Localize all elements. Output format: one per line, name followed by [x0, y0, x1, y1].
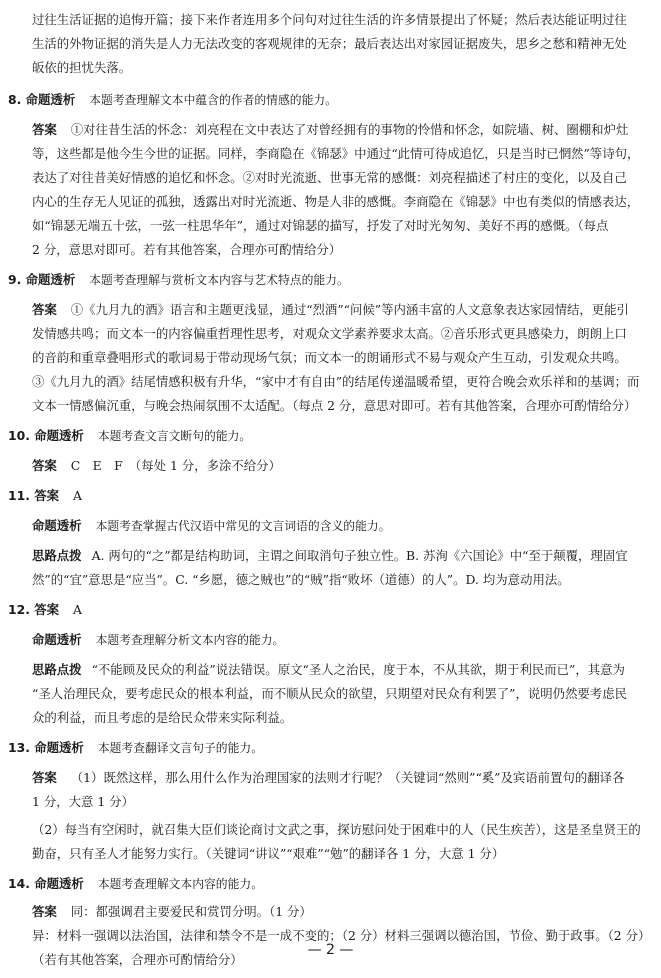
section-label: 13. 命题透析 — [8, 740, 84, 755]
text-line — [32, 568, 653, 592]
line-text: 等，这些都是他今生今世的证据。同样，李商隐在《锦瑟》中通过“此情可待成追忆，只是当时已惘然”等诗句， — [32, 146, 640, 161]
text-line — [32, 454, 653, 478]
line-text: “不能顾及民众的利益”说法错误。原文“圣人之治民，度于本，不从其欲，期于利民而已”，其意为 — [91, 662, 625, 677]
line-text: 生活的外物证据的消失是人力无法改变的客观规律的无奈；最后表达出对家园证据废失，思乡之愁和精神无处 — [32, 36, 627, 51]
text-line — [32, 8, 653, 32]
line-text: 本题考查理解分析文本内容的能力。 — [95, 633, 285, 647]
section-label: 答案 — [32, 302, 57, 317]
line-text: 本题考查掌握古代汉语中常见的文言词语的含义的能力。 — [95, 519, 391, 533]
line-text: 皈依的担忧失落。 — [32, 60, 132, 75]
text-line — [32, 766, 653, 790]
text-line — [32, 56, 653, 80]
text-line — [8, 88, 653, 112]
line-text: 然”的“宜”意思是“应当”。C. “乡愿，德之贼也”的“贼”指“败坏（道德）的人”。D. 均为意动用法。 — [32, 572, 570, 587]
text-line — [8, 872, 653, 896]
page-number: — 2 — — [307, 942, 354, 958]
text-line — [32, 190, 653, 214]
section-label: 8. 命题透析 — [8, 92, 76, 107]
text-line — [32, 706, 653, 730]
line-text: 过往生活证据的追悔开篇；接下来作者连用多个问句对过往生活的许多情景提出了怀疑；然后表达能证明过往 — [32, 12, 627, 27]
line-text: 本题考查文言文断句的能力。 — [97, 429, 252, 443]
text-line — [8, 484, 653, 508]
text-line — [32, 818, 653, 842]
section-label: 思路点拨 — [32, 662, 82, 677]
text-line — [32, 842, 653, 866]
line-text: 1 分，大意 1 分） — [32, 794, 134, 809]
text-line — [32, 238, 653, 262]
line-text: （1）既然这样，那么用什么作为治理国家的法则才行呢？（关键词“然则”“奚”及宾语前置句的翻译各 — [70, 770, 625, 785]
line-text: 众的利益，而且考虑的是给民众带来实际利益。 — [32, 710, 293, 725]
line-text: ③《九月九的酒》结尾情感积极有升华，“家中才有自由”的结尾传递温暖希望，更符合晚会欢乐祥和的基调；而 — [32, 374, 640, 389]
text-line — [32, 298, 653, 322]
text-line — [32, 346, 653, 370]
section-label: 11. 答案 — [8, 488, 60, 503]
line-text: A — [73, 602, 82, 617]
section-label: 12. 答案 — [8, 602, 60, 617]
section-label: 14. 命题透析 — [8, 876, 84, 891]
line-text: ①《九月九的酒》语言和主题更浅显，通过“烈酒”“问候”等内涵丰富的人文意象表达家园情结，更能引 — [70, 302, 629, 317]
text-line — [32, 32, 653, 56]
text-line — [32, 658, 653, 682]
text-line — [32, 118, 653, 142]
text-line — [32, 214, 653, 238]
line-text: 本题考查理解文本内容的能力。 — [97, 877, 263, 891]
line-text: 如“锦瑟无端五十弦，一弦一柱思华年”，通过对锦瑟的描写，抒发了对时光匆匆、美好不再的感慨。（每点 — [32, 218, 609, 233]
line-text: 文本一情感偏沉重，与晚会热闹氛围不太适配。（每点 2 分，意思对即可。若有其他答案，合理亦可酌情给分） — [32, 398, 637, 413]
section-label: 命题透析 — [32, 518, 82, 533]
section-label: 答案 — [32, 458, 57, 473]
line-text: A. 两句的“之”都是结构助词，主谓之间取消句子独立性。B. 苏洵《六国论》中“至于颠覆，理固宜 — [91, 548, 628, 563]
line-text: （2）每当有空闲时，就召集大臣们谈论商讨文武之事，探访慰问处于困难中的人（民生疾苦），这是圣皇贤王的 — [32, 822, 641, 837]
line-text: ①对往昔生活的怀念：刘亮程在文中表达了对曾经拥有的事物的怜惜和怀念，如院墙、树、圈棚和炉灶 — [70, 122, 629, 137]
text-line — [8, 598, 653, 622]
text-line — [32, 142, 653, 166]
line-text: 发情感共鸣；而文本一的内容偏重哲理性思考，对观众文学素养要求太高。②音乐形式更具感染力，朗朗上口 — [32, 326, 627, 341]
text-line — [32, 514, 653, 538]
line-text: 内心的生存无人见证的孤独，透露出对时光流逝、物是人非的感慨。李商隐在《锦瑟》中也有类似的情感表达， — [32, 194, 640, 209]
line-text: 本题考查理解文本中蕴含的作者的情感的能力。 — [89, 93, 337, 107]
line-text: 勤奋，只有圣人才能努力实行。（关键词“讲议”“艰难”“勉”的翻译各 1 分，大意 1 分） — [32, 846, 505, 861]
text-line — [32, 370, 653, 394]
text-line — [8, 736, 653, 760]
text-line — [32, 544, 653, 568]
section-label: 命题透析 — [32, 632, 82, 647]
line-text: A — [73, 488, 82, 503]
section-label: 答案 — [32, 904, 57, 919]
line-text: 同：都强调君主要爱民和赏罚分明。（1 分） — [70, 904, 312, 919]
line-text: （若有其他答案，合理亦可酌情给分） — [32, 952, 243, 967]
line-text: “圣人治理民众，要考虑民众的根本利益，而不顺从民众的欲望，只期望对民众有利罢了”，说明仍然要考虑民 — [32, 686, 628, 701]
text-line — [8, 424, 653, 448]
line-text: 本题考查翻译文言句子的能力。 — [97, 741, 263, 755]
section-label: 答案 — [32, 122, 57, 137]
text-line — [32, 394, 653, 418]
text-line — [32, 628, 653, 652]
section-label: 答案 — [32, 770, 57, 785]
line-text: C E F （每处 1 分，多涂不给分） — [70, 458, 281, 473]
line-text: 2 分，意思对即可。若有其他答案，合理亦可酌情给分） — [32, 242, 342, 257]
line-text: 异：材料一强调以法治国，法律和禁令不是一成不变的；（2 分）材料三强调以德治国，节俭、勤于政事。（2 分） — [32, 928, 651, 943]
text-line — [32, 166, 653, 190]
line-text: 表达了对往昔美好情感的追忆和怀念。②对时光流逝、世事无常的感慨：刘亮程描述了村庄的变化，以及自己 — [32, 170, 627, 185]
line-text: 的音韵和重章叠唱形式的歌词易于带动现场气氛；而文本一的朗诵形式不易与观众产生互动，引发观众共鸣。 — [32, 350, 627, 365]
line-text: 本题考查理解与赏析文本内容与艺术特点的能力。 — [89, 273, 349, 287]
section-label: 10. 命题透析 — [8, 428, 84, 443]
text-line — [8, 268, 653, 292]
text-line — [32, 682, 653, 706]
text-line — [32, 322, 653, 346]
section-label: 思路点拨 — [32, 548, 82, 563]
text-line — [32, 900, 653, 924]
section-label: 9. 命题透析 — [8, 272, 76, 287]
text-line — [32, 790, 653, 814]
